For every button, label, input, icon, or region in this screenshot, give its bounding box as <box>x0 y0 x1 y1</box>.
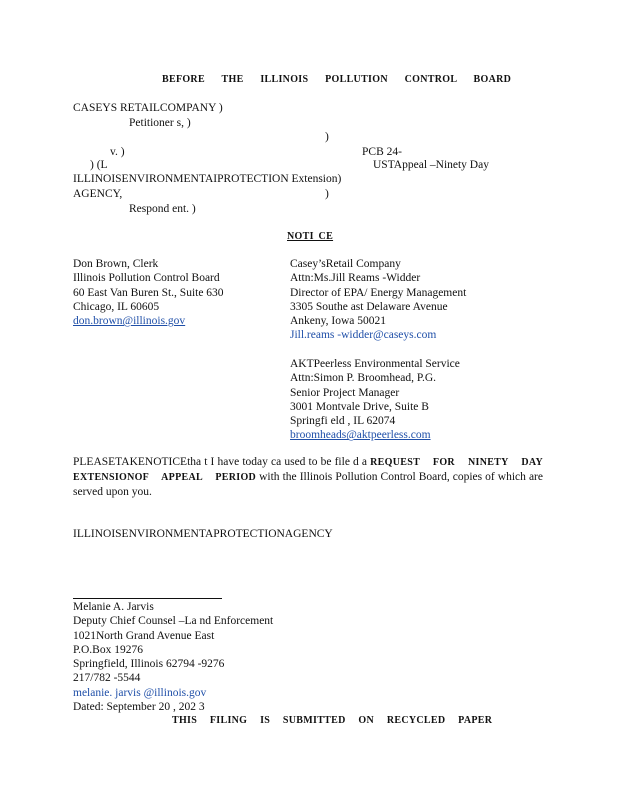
akt-email-link[interactable]: broomheads@aktpeerless.com <box>290 429 431 442</box>
clerk-address <box>73 257 224 328</box>
respondent-agency: AGENCY, <box>73 188 123 200</box>
clerk-email-link[interactable]: don.brown@illinois.gov <box>73 315 186 328</box>
signature-line-text: 1021North Grand Avenue East <box>73 629 215 642</box>
signature-line-text: Springfield, Illinois 62794 -9276 <box>73 658 225 671</box>
versus-label: v. ) <box>110 146 125 158</box>
notice-intro: PLEASETAKENOTICEtha t I have today ca used to be file d a <box>73 456 368 468</box>
address-line: Director of EPA/ Energy Management <box>290 286 467 299</box>
agency-name: ILLINOISENVIRONMENTAPROTECTIONAGENCY <box>73 528 333 540</box>
caseys-email-link[interactable]: Jill.reams -widder@caseys.com <box>290 329 437 342</box>
signature-line <box>73 598 222 599</box>
address-line: 60 East Van Buren St., Suite 630 <box>73 286 224 299</box>
petitioner-name: CASEYS RETAILCOMPANY ) <box>73 102 223 114</box>
case-type: USTAppeal –Ninety Day <box>373 159 489 171</box>
footer-note: THIS FILING IS SUBMITTED ON RECYCLED PAPER <box>172 715 493 726</box>
document-heading: BEFORE THE ILLINOIS POLLUTION CONTROL BOARD <box>162 74 512 85</box>
signature-email-link[interactable]: melanie. jarvis @illinois.gov <box>73 686 207 699</box>
address-line: Senior Project Manager <box>290 386 400 399</box>
address-line: 3001 Montvale Drive, Suite B <box>290 400 429 413</box>
caseys-address <box>290 257 466 343</box>
caption-fragment: ) (L <box>90 159 108 171</box>
address-line: Springfi eld , IL 62074 <box>290 415 396 428</box>
respondent-role: Respond ent. ) <box>129 203 196 215</box>
akt-address <box>290 357 460 443</box>
caption-paren: ) <box>325 131 329 143</box>
signature-line-text: Deputy Chief Counsel –La nd Enforcement <box>73 615 274 628</box>
signature-date: Dated: September 20 , 202 3 <box>73 701 205 714</box>
notice-rest: with the Illinois Pollution Control Board, copies of which are served upon you. <box>73 471 543 498</box>
address-line: Casey’sRetail Company <box>290 258 401 270</box>
caption-paren: ) <box>325 188 329 200</box>
signature-line-text: 217/782 -5544 <box>73 672 141 685</box>
signature-line-text: Melanie A. Jarvis <box>73 601 154 613</box>
case-number: PCB 24- <box>362 146 402 158</box>
address-line: Chicago, IL 60605 <box>73 300 160 313</box>
notice-request: REQUEST FOR NINETY DAY EXTENSIONOF APPEAL PERIOD <box>73 457 543 483</box>
petitioner-role: Petitioner s, ) <box>129 117 191 129</box>
address-line: Attn:Ms.Jill Reams -Widder <box>290 272 421 285</box>
notice-paragraph <box>73 455 543 500</box>
signature-block <box>73 600 273 714</box>
address-line: Attn:Simon P. Broomhead, P.G. <box>290 372 437 385</box>
signature-line-text: P.O.Box 19276 <box>73 643 143 656</box>
address-line: Don Brown, Clerk <box>73 258 159 270</box>
address-line: AKTPeerless Environmental Service <box>290 358 460 370</box>
address-line: 3305 Southe ast Delaware Avenue <box>290 300 448 313</box>
respondent-name: ILLINOISENVIRONMENTAIPROTECTION Extension) <box>73 173 342 185</box>
address-line: Illinois Pollution Control Board <box>73 272 220 285</box>
address-line: Ankeny, Iowa 50021 <box>290 315 387 328</box>
notice-title: NOTI CE <box>287 231 334 242</box>
